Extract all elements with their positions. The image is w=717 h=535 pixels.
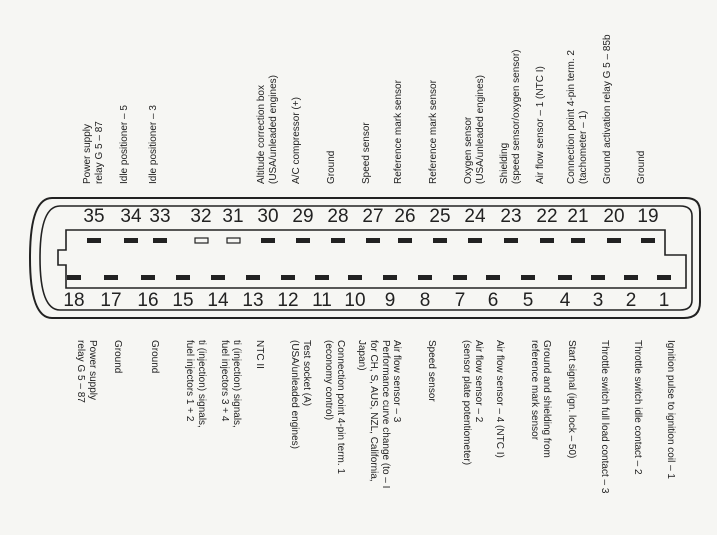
- bottom-pin-row: [63, 275, 671, 311]
- pin-contact-15: [176, 275, 190, 280]
- pin-label-17: Ground: [112, 340, 123, 374]
- pin-contact-28: [331, 238, 345, 243]
- pin-label-26: Reference mark sensor: [393, 80, 404, 184]
- pin-label-2: Throttle switch idle contact – 2: [632, 340, 643, 475]
- pin-contact-33: [153, 238, 167, 243]
- pin-number-32: 32: [190, 206, 212, 227]
- pin-label-28: Ground: [326, 150, 337, 184]
- pin-label-16: Ground: [149, 340, 160, 374]
- pin-contact-22: [540, 238, 554, 243]
- pin-label-19: Ground: [636, 150, 647, 184]
- pin-label-3: Throttle switch full load contact – 3: [599, 340, 610, 494]
- pin-label-5: Ground and shielding fromreference mark sensor: [529, 340, 552, 458]
- pin-contact-26: [398, 238, 412, 243]
- pin-number-21: 21: [567, 206, 589, 227]
- pin-number-3: 3: [592, 290, 604, 311]
- pin-number-24: 24: [464, 206, 486, 227]
- pin-label-25: Reference mark sensor: [428, 80, 439, 184]
- pin-label-11: Connection point 4-pin term. 1(economy control): [323, 340, 346, 474]
- pin-contact-17: [104, 275, 118, 280]
- pin-label-1: Ignition pulse to ignition coil – 1: [665, 340, 676, 479]
- pin-number-12: 12: [277, 290, 299, 311]
- pin-label-35: Power supplyrelay G 5 – 87: [82, 121, 105, 184]
- pin-number-16: 16: [137, 290, 159, 311]
- pin-number-7: 7: [454, 290, 466, 311]
- pin-contact-5: [521, 275, 535, 280]
- pin-label-33: Idle positioner – 3: [148, 105, 159, 184]
- pin-label-4: Start signal (ign. lock – 50): [566, 340, 577, 459]
- pin-contact-31: [227, 238, 240, 243]
- pin-number-27: 27: [362, 206, 384, 227]
- pin-label-13: NTC II: [254, 340, 265, 369]
- pin-label-8: Speed sensor: [426, 340, 437, 402]
- pin-contact-25: [433, 238, 447, 243]
- pin-number-19: 19: [637, 206, 659, 227]
- pin-label-24: Oxygen sensor(USA/unleaded engines): [463, 75, 486, 184]
- pin-number-2: 2: [625, 290, 637, 311]
- pin-contact-21: [571, 238, 585, 243]
- pin-number-10: 10: [344, 290, 366, 311]
- pin-label-10: Performance curve change (to – Ifor CH, S, AUS, NZL, California,Japan): [356, 340, 391, 489]
- pin-contact-1: [657, 275, 671, 280]
- pin-label-15: ti (injection) signals,fuel injectors 1 + 2: [184, 340, 207, 428]
- pin-number-13: 13: [242, 290, 264, 311]
- pin-contact-2: [624, 275, 638, 280]
- pin-contact-19: [641, 238, 655, 243]
- pin-label-7: Air flow sensor – 2(sensor plate potentiometer): [461, 340, 484, 466]
- pin-label-14: ti (injection) signals,fuel injectors 3 + 4: [219, 340, 242, 428]
- pin-number-29: 29: [292, 206, 314, 227]
- pin-contact-3: [591, 275, 605, 280]
- pin-number-1: 1: [658, 290, 670, 311]
- pin-contact-4: [558, 275, 572, 280]
- pin-label-9: Air flow sensor – 3: [391, 340, 402, 423]
- pin-number-11: 11: [312, 290, 332, 311]
- pin-label-22: Air flow sensor – 1 (NTC I): [535, 66, 546, 184]
- pin-label-18: Power supplyrelay G 5 – 87: [75, 340, 98, 403]
- pin-contact-27: [366, 238, 380, 243]
- pin-label-29: A/C compressor (+): [291, 97, 302, 184]
- pin-label-30: Altitude correction box(USA/unleaded engines): [256, 75, 279, 184]
- pin-contact-18: [67, 275, 81, 280]
- pin-number-20: 20: [603, 206, 625, 227]
- pin-label-21: Connection point 4-pin term. 2(tachometer – 1): [566, 50, 589, 184]
- pin-number-18: 18: [63, 290, 85, 311]
- pin-label-20: Ground activation relay G 5 – 85b: [602, 34, 613, 184]
- pin-contact-7: [453, 275, 467, 280]
- pin-number-4: 4: [559, 290, 571, 311]
- pin-contact-11: [315, 275, 329, 280]
- pin-number-17: 17: [100, 290, 122, 311]
- bottom-label-column: [75, 340, 676, 494]
- pin-number-33: 33: [149, 206, 171, 227]
- pin-label-6: Air flow sensor – 4 (NTC I): [494, 340, 505, 458]
- pin-number-15: 15: [172, 290, 194, 311]
- pin-contact-12: [281, 275, 295, 280]
- pin-label-27: Speed sensor: [361, 122, 372, 184]
- pin-number-35: 35: [83, 206, 105, 227]
- pin-contact-6: [486, 275, 500, 280]
- pin-contact-30: [261, 238, 275, 243]
- pin-contact-35: [87, 238, 101, 243]
- pin-contact-20: [607, 238, 621, 243]
- pin-number-25: 25: [429, 206, 451, 227]
- pin-label-12: Test socket (A)(USA/unleaded engines): [289, 340, 312, 449]
- pin-number-31: 31: [222, 206, 244, 227]
- pin-contact-14: [211, 275, 225, 280]
- top-label-column: [82, 34, 647, 184]
- pin-contact-32: [195, 238, 208, 243]
- pin-label-23: Shielding(speed sensor/oxygen sensor): [499, 49, 522, 184]
- pin-number-30: 30: [257, 206, 279, 227]
- pin-contact-29: [296, 238, 310, 243]
- top-pin-row: [83, 206, 658, 243]
- pin-contact-8: [418, 275, 432, 280]
- pin-number-6: 6: [487, 290, 499, 311]
- pin-contact-24: [468, 238, 482, 243]
- pin-number-8: 8: [419, 290, 431, 311]
- pin-contact-9: [383, 275, 397, 280]
- pin-contact-13: [246, 275, 260, 280]
- pin-contact-34: [124, 238, 138, 243]
- pin-contact-10: [348, 275, 362, 280]
- pin-number-9: 9: [384, 290, 396, 311]
- pin-label-34: Idle positioner – 5: [119, 105, 130, 184]
- pin-number-26: 26: [394, 206, 416, 227]
- pin-number-34: 34: [120, 206, 142, 227]
- pin-number-14: 14: [207, 290, 229, 311]
- pin-number-5: 5: [522, 290, 534, 311]
- pin-number-23: 23: [500, 206, 522, 227]
- pin-number-22: 22: [536, 206, 558, 227]
- pin-contact-16: [141, 275, 155, 280]
- pin-contact-23: [504, 238, 518, 243]
- pin-number-28: 28: [327, 206, 349, 227]
